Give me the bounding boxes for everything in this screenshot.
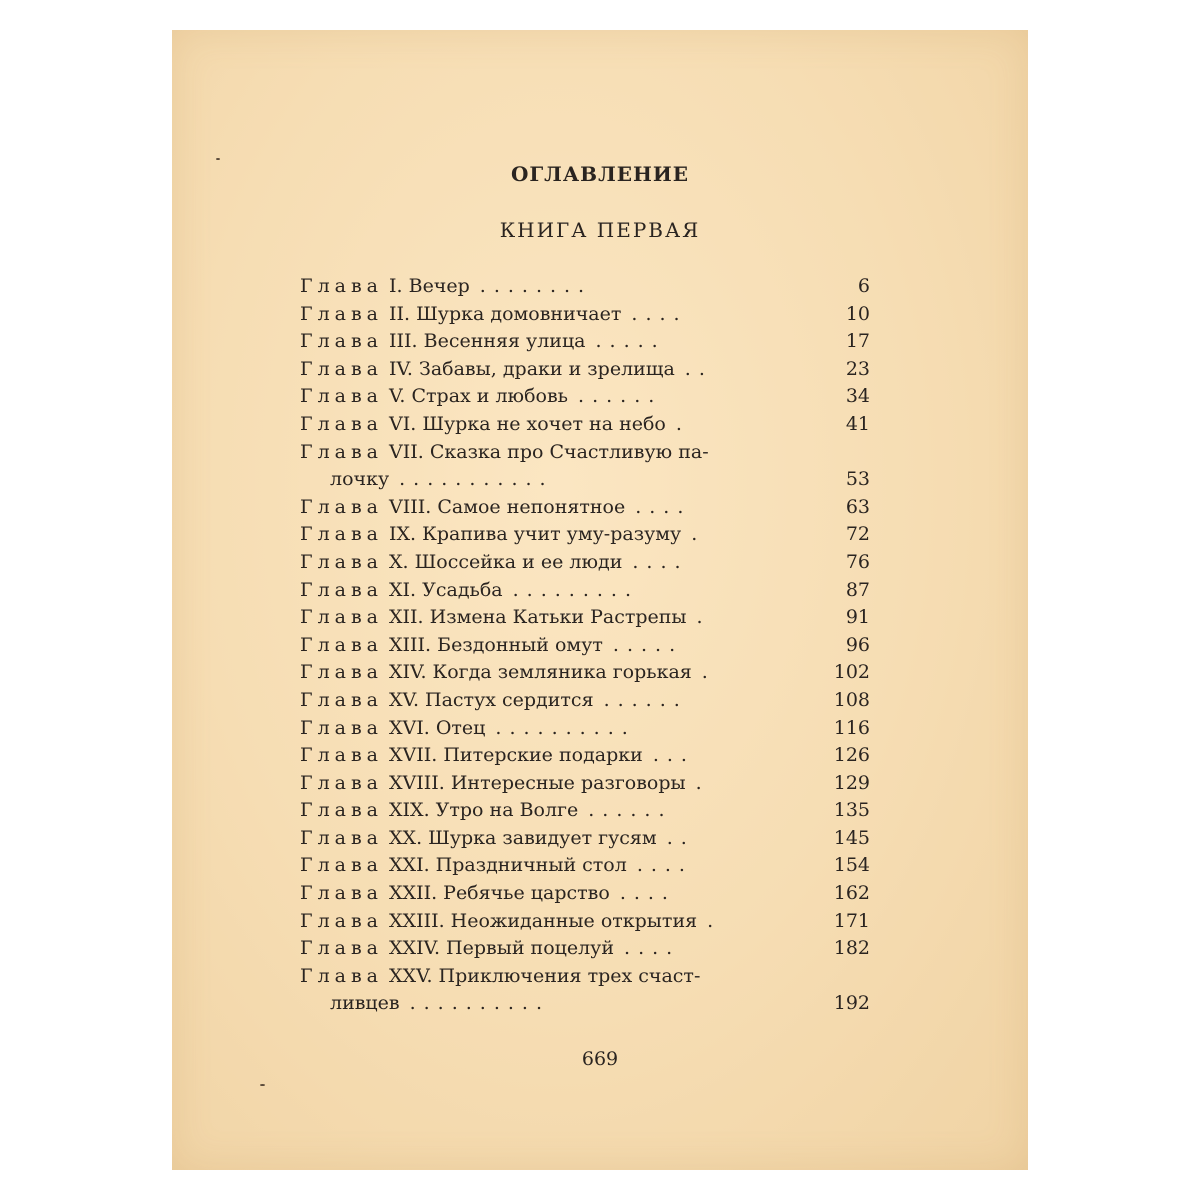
toc-entry <box>300 935 870 963</box>
leader-dots: ........ <box>479 275 593 297</box>
chapter-label: Глава <box>300 523 384 546</box>
toc-entry <box>300 383 870 411</box>
page-ref: 10 <box>845 302 870 325</box>
chapter-title: XV. Пастух сердится <box>389 688 594 711</box>
page-ref: 171 <box>833 909 870 932</box>
chapter-title-continued <box>330 990 550 1018</box>
toc-entry <box>300 770 870 798</box>
chapter-title: XXI. Праздничный стол <box>389 854 627 877</box>
chapter-label: Глава <box>300 440 384 463</box>
page-ref: 41 <box>845 412 870 435</box>
page-number: 669 <box>581 1048 619 1070</box>
page-ref: 135 <box>833 799 870 822</box>
toc-entry <box>300 577 870 605</box>
chapter-title: VIII. Самое непонятное <box>389 495 626 518</box>
chapter-title: IX. Крапива учит уму-разуму <box>389 523 682 546</box>
chapter-label: Глава <box>300 826 384 849</box>
chapter-title: XII. Измена Катьки Растрепы <box>389 606 687 629</box>
chapter-label: Глава <box>300 550 384 573</box>
chapter-title: X. Шоссейка и ее люди <box>389 550 623 573</box>
chapter-title: XI. Усадьба <box>389 578 503 601</box>
page-ref: 154 <box>833 854 870 877</box>
page-ref: 192 <box>833 992 870 1015</box>
page-ref: 6 <box>857 275 870 297</box>
leader-dots: . <box>707 909 722 932</box>
page-ref: 91 <box>845 606 870 629</box>
chapter-title: XVI. Отец <box>389 716 486 739</box>
chapter-label: Глава <box>300 688 384 711</box>
toc-entry <box>300 411 870 439</box>
leader-dots: ........... <box>399 468 554 491</box>
leader-dots: .... <box>636 854 693 877</box>
toc-entry <box>300 659 870 687</box>
leader-dots: .... <box>632 550 689 573</box>
page-ref: 23 <box>845 357 870 380</box>
leader-dots: ..... <box>612 633 684 656</box>
chapter-label: Глава <box>300 744 384 767</box>
chapter-label: Глава <box>300 964 384 987</box>
toc-entry <box>300 604 870 632</box>
chapter-title: V. Страх и любовь <box>389 385 569 408</box>
chapter-label: Глава <box>300 385 384 408</box>
leader-dots: . <box>691 523 706 546</box>
toc-entry <box>300 963 870 1018</box>
toc-entry <box>300 521 870 549</box>
chapter-label: Глава <box>300 633 384 656</box>
page-ref: 129 <box>833 771 870 794</box>
page-ref: 96 <box>845 633 870 656</box>
chapter-title: III. Весенняя улица <box>389 330 586 353</box>
toc-entry <box>300 356 870 384</box>
chapter-title: XXII. Ребячье царство <box>389 882 610 905</box>
page-ref: 126 <box>833 744 870 767</box>
page-ref: 17 <box>845 330 870 353</box>
page-ref: 63 <box>845 495 870 518</box>
leader-dots: .... <box>619 882 676 905</box>
page-ref: 145 <box>833 826 870 849</box>
toc-entry <box>300 908 870 936</box>
chapter-title-continued-text: лочку <box>330 468 390 491</box>
page-ref: 53 <box>845 468 870 491</box>
leader-dots: . <box>701 661 716 684</box>
toc-entry <box>300 742 870 770</box>
leader-dots: .......... <box>495 716 636 739</box>
toc-entry <box>300 880 870 908</box>
chapter-title: I. Вечер <box>389 275 470 297</box>
leader-dots: ... <box>652 744 695 767</box>
toc-entry <box>300 825 870 853</box>
leader-dots: . <box>695 771 710 794</box>
chapter-title: XXV. Приключения трех счаст- <box>389 964 701 987</box>
book-page <box>172 30 1028 1170</box>
chapter-title: XIX. Утро на Волге <box>389 799 579 822</box>
toc-entry <box>300 439 870 494</box>
chapter-title: XVII. Питерские подарки <box>389 744 643 767</box>
toc-entry <box>300 494 870 522</box>
chapter-label: Глава <box>300 882 384 905</box>
chapter-label: Глава <box>300 412 384 435</box>
page-ref: 76 <box>845 550 870 573</box>
chapter-label: Глава <box>300 854 384 877</box>
chapter-title: II. Шурка домовничает <box>389 302 622 325</box>
leader-dots: ...... <box>578 385 663 408</box>
chapter-label: Глава <box>300 716 384 739</box>
toc-entry <box>300 549 870 577</box>
leader-dots: ..... <box>595 330 666 353</box>
page-ref: 182 <box>833 937 870 960</box>
toc-entry <box>300 687 870 715</box>
leader-dots: .. <box>684 357 713 380</box>
leader-dots: .. <box>666 826 695 849</box>
chapter-label: Глава <box>300 357 384 380</box>
toc-entry <box>300 852 870 880</box>
page-ref: 162 <box>833 882 870 905</box>
leader-dots: . <box>696 606 711 629</box>
chapter-label: Глава <box>300 661 384 684</box>
page-ref: 108 <box>833 688 870 711</box>
chapter-label: Глава <box>300 909 384 932</box>
page-title: ОГЛАВЛЕНИЕ <box>510 162 690 186</box>
chapter-title: XX. Шурка завидует гусям <box>389 826 657 849</box>
leader-dots: ...... <box>588 799 673 822</box>
page-ref: 116 <box>833 716 870 739</box>
toc-entry <box>300 715 870 743</box>
chapter-label: Глава <box>300 937 384 960</box>
chapter-label: Глава <box>300 302 384 325</box>
leader-dots: .......... <box>409 992 550 1015</box>
paper-speck <box>260 1084 265 1086</box>
chapter-title: XIII. Бездонный омут <box>389 633 603 656</box>
toc-entry <box>300 632 870 660</box>
leader-dots: .... <box>631 302 688 325</box>
chapter-title-continued-text: ливцев <box>330 992 400 1015</box>
chapter-label: Глава <box>300 771 384 794</box>
chapter-label: Глава <box>300 330 384 353</box>
chapter-title: IV. Забавы, драки и зрелища <box>389 357 675 380</box>
page-ref: 102 <box>833 661 870 684</box>
chapter-title: XXIII. Неожиданные открытия <box>389 909 698 932</box>
table-of-contents <box>300 273 870 1018</box>
chapter-label: Глава <box>300 606 384 629</box>
page-ref: 34 <box>845 385 870 408</box>
toc-entry <box>300 328 870 356</box>
leader-dots: ...... <box>603 688 688 711</box>
chapter-label: Глава <box>300 495 384 518</box>
chapter-label: Глава <box>300 578 384 601</box>
page-ref: 87 <box>845 578 870 601</box>
leader-dots: ......... <box>512 578 639 601</box>
chapter-title: VII. Сказка про Счастливую па- <box>389 440 709 463</box>
toc-entry <box>300 301 870 329</box>
leader-dots: .... <box>624 937 681 960</box>
leader-dots: .... <box>635 495 692 518</box>
toc-entry <box>300 273 870 301</box>
leader-dots: . <box>675 412 690 435</box>
chapter-title: XXIV. Первый поцелуй <box>389 937 615 960</box>
paper-speck <box>216 158 220 160</box>
page-ref: 72 <box>845 523 870 546</box>
chapter-title: XIV. Когда земляника горькая <box>389 661 692 684</box>
chapter-title: XVIII. Интересные разговоры <box>389 771 686 794</box>
chapter-title-continued <box>330 466 554 494</box>
chapter-label: Глава <box>300 799 384 822</box>
book-section-title: КНИГА ПЕРВАЯ <box>499 218 701 242</box>
chapter-label: Глава <box>300 275 384 297</box>
toc-entry <box>300 797 870 825</box>
chapter-title: VI. Шурка не хочет на небо <box>389 412 666 435</box>
